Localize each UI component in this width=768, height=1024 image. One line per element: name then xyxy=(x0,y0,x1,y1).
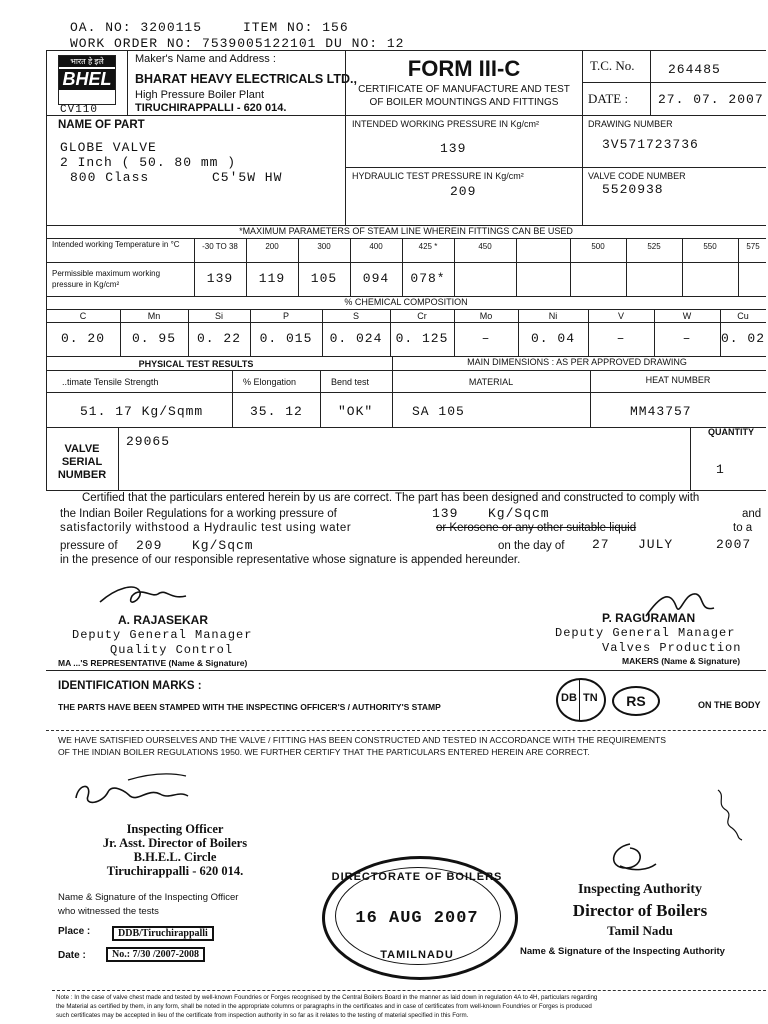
satisfied-line-2: OF THE INDIAN BOILER REGULATIONS 1950. WE FURTHER CERTIFY THAT THE PARTICULARS ENTERED HEREIN ARE CORRECT. xyxy=(58,747,590,757)
cert-line-5: in the presence of our responsible representative whose signature is appended hereunder. xyxy=(60,554,521,566)
steam-title: *MAXIMUM PARAMETERS OF STEAM LINE WHEREIN FITTINGS CAN BE USED xyxy=(239,226,573,236)
cert-line-2a: the Indian Boiler Regulations for a working pressure of xyxy=(60,508,337,520)
material-header: MATERIAL xyxy=(468,377,514,387)
cert-year: 2007 xyxy=(716,537,752,552)
chem-header-cell: Cu xyxy=(737,311,749,321)
note-line-3: such certificates may be accepted in lieu of the certificate from inspection authority in so far as it relates to the testing of material specified in this Form. xyxy=(56,1012,469,1019)
maker-company: BHARAT HEAVY ELECTRICALS LTD., xyxy=(135,72,357,86)
drawing-label: DRAWING NUMBER xyxy=(588,119,673,129)
heat-value: MM43757 xyxy=(630,404,692,419)
bend-value: "OK" xyxy=(338,404,374,419)
cert-wp-unit: Kg/Sqcm xyxy=(488,506,550,521)
left-signer-name: A. RAJASEKAR xyxy=(118,613,209,627)
part-line-1: GLOBE VALVE xyxy=(60,140,157,155)
margin-scribble xyxy=(712,786,748,842)
db-tn-stamp xyxy=(556,678,606,722)
authority-line-2: Director of Boilers xyxy=(572,901,708,920)
place-stamp: DDB/Tiruchirappalli xyxy=(112,926,214,941)
officer-line-4: Tiruchirappalli - 620 014. xyxy=(106,864,244,878)
right-signer-name: P. RAGURAMAN xyxy=(602,611,696,625)
serial-label-2: SERIAL xyxy=(61,456,103,468)
note-line-2: the Material as certified by them, in any form, shall be noted in the appropriate columns or paragraphs in the certificates and in case of certificates from well-known Foundries or Forges is produced xyxy=(56,1003,592,1010)
elongation-header: % Elongation xyxy=(243,377,297,387)
logo-hindi: भारत हे इले xyxy=(59,56,115,67)
steam-temp-cell: 200 xyxy=(265,242,279,251)
temp-label: Intended working Temperature in °C xyxy=(52,240,180,249)
valve-code-label: VALVE CODE NUMBER xyxy=(588,171,686,181)
chem-value-cell: 0. 024 xyxy=(329,331,383,346)
date-label: DATE : xyxy=(588,91,629,106)
stamp-db: DB xyxy=(561,692,577,704)
ident-text: THE PARTS HAVE BEEN STAMPED WITH THE INSPECTING OFFICER'S / AUTHORITY'S STAMP xyxy=(58,702,441,712)
chem-value-cell: 0. 015 xyxy=(259,331,313,346)
chem-value-cell: – xyxy=(481,331,491,346)
elongation-value: 35. 12 xyxy=(250,404,303,419)
cert-day: 27 xyxy=(592,537,610,552)
pressure-label: Permissible maximum working pressure in Kg/cm² xyxy=(52,269,161,289)
satisfied-line-1: WE HAVE SATISFIED OURSELVES AND THE VALVE / FITTING HAS BEEN CONSTRUCTED AND TESTED IN ACCORDANCE WITH THE REQUIREMENTS xyxy=(58,735,667,745)
chem-value-cell: 0. 20 xyxy=(60,331,105,346)
physical-title: PHYSICAL TEST RESULTS xyxy=(138,359,254,369)
steam-temp-cell: 450 xyxy=(478,242,492,251)
officer-caption-1: Name & Signature of the Inspecting Officer xyxy=(58,892,239,903)
part-line-2: 2 Inch ( 50. 80 mm ) xyxy=(60,155,237,170)
left-signature xyxy=(96,580,192,614)
tc-value: 264485 xyxy=(668,62,721,77)
maker-code: CV110 xyxy=(60,104,99,116)
oa-number: OA. NO: 3200115 xyxy=(70,20,203,35)
chem-value-cell: 0. 22 xyxy=(196,331,241,346)
work-order: WORK ORDER NO: 7539005122101 DU NO: 12 xyxy=(70,36,405,51)
steam-pressure-cell: 078* xyxy=(410,271,446,286)
chem-value-cell: 0. 04 xyxy=(530,331,575,346)
valve-code-value: 5520938 xyxy=(602,182,664,197)
htp-value: 209 xyxy=(450,184,477,199)
quantity-value: 1 xyxy=(716,462,725,477)
steam-temp-cell: 500 xyxy=(591,242,605,251)
seal-bottom-text: TAMILNADU xyxy=(380,949,454,961)
steam-pressure-cell: 105 xyxy=(310,271,338,286)
steam-temp-cell: 400 xyxy=(369,242,383,251)
material-value: SA 105 xyxy=(412,404,465,419)
part-name-label: NAME OF PART xyxy=(58,119,145,131)
cert-line-1: Certified that the particulars entered herein by us are correct. The part has been designed and constructed to comply with xyxy=(82,492,700,504)
chem-header-cell: Mo xyxy=(479,311,493,321)
chem-value-cell: 0. 125 xyxy=(395,331,449,346)
form-subtitle-1: CERTIFICATE OF MANUFACTURE AND TEST xyxy=(358,84,570,95)
chem-title: % CHEMICAL COMPOSITION xyxy=(344,297,468,307)
ident-on-body: ON THE BODY xyxy=(698,700,761,710)
chem-header-cell: S xyxy=(352,311,359,321)
right-signer-dept: Valves Production xyxy=(602,641,742,655)
cert-line-4a: pressure of xyxy=(60,540,118,552)
drawing-value: 3V571723736 xyxy=(602,137,699,152)
form-title: FORM III-C xyxy=(407,56,521,81)
dims-title: MAIN DIMENSIONS : AS PER APPROVED DRAWING xyxy=(467,357,687,367)
chem-header-cell: Cr xyxy=(417,311,427,321)
logo-text: BHEL xyxy=(59,69,115,90)
steam-temp-cell: 300 xyxy=(317,242,331,251)
tc-label: T.C. No. xyxy=(590,58,635,73)
right-signer-caption: MAKERS (Name & Signature) xyxy=(622,656,741,666)
authority-caption: Name & Signature of the Inspecting Authority xyxy=(520,946,725,957)
maker-plant: High Pressure Boiler Plant xyxy=(135,89,265,101)
right-signer-title: Deputy General Manager xyxy=(555,626,736,640)
date-value: 27. 07. 2007 xyxy=(658,92,764,107)
steam-temp-cell: -30 TO 38 xyxy=(202,242,238,251)
officer-caption-2: who witnessed the tests xyxy=(58,906,159,917)
officer-line-3: B.H.E.L. Circle xyxy=(133,850,217,864)
left-signer-caption: MA ...'S REPRESENTATIVE (Name & Signature) xyxy=(58,658,248,668)
serial-label-3: NUMBER xyxy=(57,469,107,481)
cert-line-4d: on the day of xyxy=(498,540,565,552)
quantity-label: QUANTITY xyxy=(708,427,754,437)
chem-value-cell: – xyxy=(682,331,692,346)
date-label-officer: Date : xyxy=(58,950,86,961)
uts-header: ..timate Tensile Strength xyxy=(62,377,159,387)
seal-date: 16 AUG 2007 xyxy=(355,909,479,928)
cert-htp-value: 209 xyxy=(136,538,163,553)
chem-header-cell: C xyxy=(79,311,87,321)
part-line-3a: 800 Class xyxy=(70,170,150,185)
cert-line-3c: to a xyxy=(733,522,753,534)
part-line-3b: C5'5W HW xyxy=(212,170,283,185)
item-number: ITEM NO: 156 xyxy=(243,20,349,35)
chem-header-cell: P xyxy=(282,311,289,321)
chem-header-cell: Mn xyxy=(147,311,161,321)
steam-pressure-cell: 139 xyxy=(206,271,234,286)
authority-line-1: Inspecting Authority xyxy=(577,882,703,897)
place-label: Place : xyxy=(58,926,91,937)
steam-temp-cell: 550 xyxy=(703,242,717,251)
left-signer-title: Deputy General Manager xyxy=(72,628,253,642)
serial-value: 29065 xyxy=(126,434,171,449)
chem-header-cell: Ni xyxy=(548,311,558,321)
officer-signature xyxy=(68,770,198,820)
steam-temp-cell: 525 xyxy=(647,242,661,251)
cert-line-3b: or Kerosene or any other suitable liquid xyxy=(436,522,637,534)
ident-title: IDENTIFICATION MARKS : xyxy=(58,680,202,692)
cert-line-2d: and xyxy=(742,508,762,520)
iwp-value: 139 xyxy=(440,141,467,156)
steam-temp-cell: 575 xyxy=(746,242,760,251)
uts-value: 51. 17 Kg/Sqmm xyxy=(80,404,204,419)
form-subtitle-2: OF BOILER MOUNTINGS AND FITTINGS xyxy=(369,97,559,108)
rs-stamp: RS xyxy=(612,686,660,716)
bend-header: Bend test xyxy=(331,377,370,387)
officer-line-2: Jr. Asst. Director of Boilers xyxy=(102,836,248,850)
chem-header-cell: Si xyxy=(214,311,223,321)
cert-month: JULY xyxy=(638,537,674,552)
seal-top-text: DIRECTORATE OF BOILERS xyxy=(331,871,503,883)
htp-label: HYDRAULIC TEST PRESSURE IN Kg/cm² xyxy=(352,171,524,181)
chem-value-cell: – xyxy=(616,331,626,346)
steam-pressure-cell: 094 xyxy=(362,271,390,286)
serial-label-1: VALVE xyxy=(64,443,100,455)
cert-htp-unit: Kg/Sqcm xyxy=(192,538,254,553)
cert-wp-value: 139 xyxy=(432,506,459,521)
maker-label: Maker's Name and Address : xyxy=(135,53,276,65)
heat-header: HEAT NUMBER xyxy=(645,375,711,385)
steam-temp-cell: 425 * xyxy=(418,242,438,251)
stamp-tn: TN xyxy=(583,692,598,704)
authority-line-3: Tamil Nadu xyxy=(607,923,673,938)
directorate-seal xyxy=(322,856,518,980)
maker-city: TIRUCHIRAPPALLI - 620 014. xyxy=(135,102,287,114)
iwp-label: INTENDED WORKING PRESSURE IN Kg/cm² xyxy=(352,119,540,129)
chem-value-cell: 0. 02 xyxy=(720,331,765,346)
chem-header-cell: W xyxy=(682,311,692,321)
chem-header-cell: V xyxy=(617,311,624,321)
authority-signature xyxy=(600,836,660,876)
cert-line-3a: satisfactorily withstood a Hydraulic test using water xyxy=(60,522,352,534)
note-line-1: Note : In the case of valve chest made and tested by well-known Foundries or Forges recognised by the Central Boilers Board in the manner as laid down in regulation 4A to 4H, particulars regarding xyxy=(56,994,598,1001)
bhel-logo xyxy=(58,55,116,105)
steam-pressure-cell: 119 xyxy=(258,271,286,286)
chem-value-cell: 0. 95 xyxy=(131,331,176,346)
left-signer-dept: Quality Control xyxy=(110,643,234,657)
date-stamp: No.: 7/30 /2007-2008 xyxy=(106,947,205,962)
officer-line-1: Inspecting Officer xyxy=(126,822,224,836)
